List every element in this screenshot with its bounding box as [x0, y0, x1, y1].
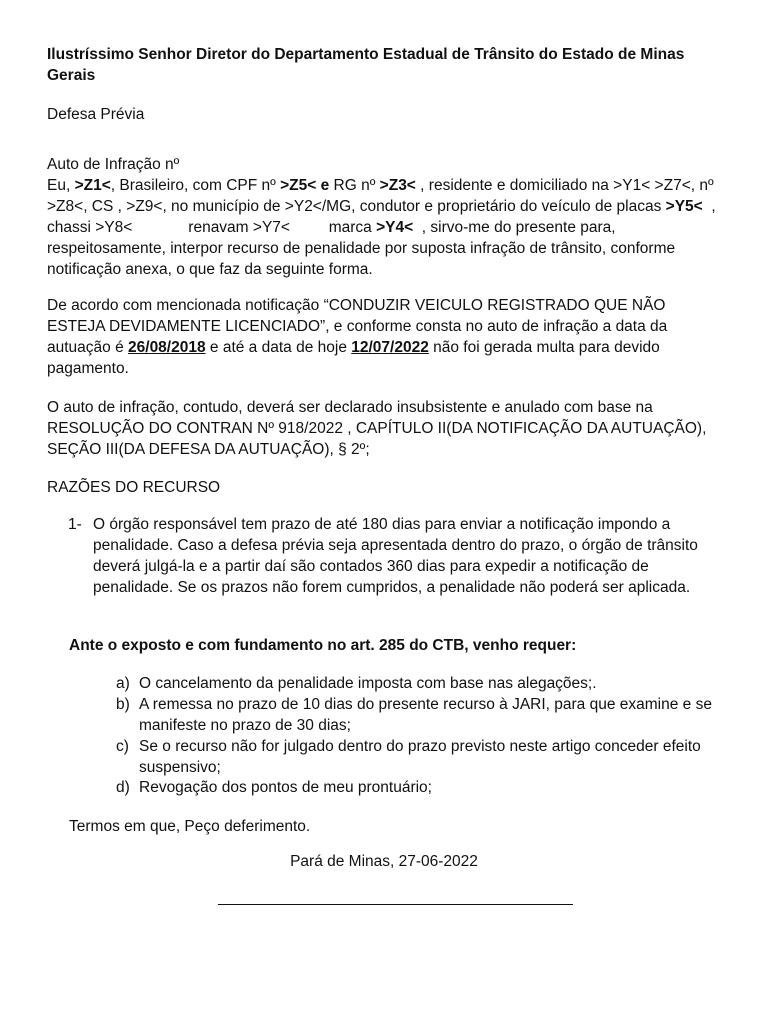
intro-text-3: RG nº — [329, 177, 380, 194]
request-item-c: Se o recurso não for julgado dentro do prazo previsto neste artigo conceder efeito suspensivo; — [139, 738, 701, 776]
closing-line: Termos em que, Peço deferimento. — [69, 818, 311, 835]
intro-text-2: , Brasileiro, com CPF nº — [110, 177, 281, 194]
notification-text-3: não foi gerada multa para devido pagamento. — [47, 339, 660, 377]
intro-paragraph — [47, 175, 727, 280]
intro-text-6: , sirvo-me do presente para, respeitosamente, interpor recurso de penalidade por suposta infração de trânsito, conforme notificação anexa, o que faz da seguinte forma. — [47, 219, 680, 278]
current-date: 12/07/2022 — [351, 339, 429, 356]
document-subject: Defesa Prévia — [47, 106, 145, 123]
auto-label: Auto de Infração nº — [47, 156, 180, 173]
legal-basis-paragraph: O auto de infração, contudo, deverá ser declarado insubsistente e anulado com base na RESOLUÇÃO DO CONTRAN Nº 918/2022 , CAPÍTULO II(DA NOTIFICAÇÃO DA AUTUAÇÃO), SEÇÃO III(DA DEFESA DA AUTUAÇÃO), § 2º; — [47, 399, 707, 458]
request-item-d: Revogação dos pontos de meu prontuário; — [139, 779, 432, 796]
reasons-title: RAZÕES DO RECURSO — [47, 479, 221, 496]
placeholder-z5: >Z5< e — [280, 177, 330, 194]
request-letter-c: c) — [116, 738, 129, 755]
intro-text-1: Eu, — [47, 177, 75, 194]
request-letter-d: d) — [116, 779, 130, 796]
infraction-date: 26/08/2018 — [128, 339, 206, 356]
placeholder-y4: >Y4< — [376, 219, 414, 236]
intro-text-5: , chassi >Y8< renavam >Y7< marca — [47, 198, 720, 236]
request-letter-a: a) — [116, 675, 130, 692]
notification-text-1: De acordo com mencionada notificação “CONDUZIR VEICULO REGISTRADO QUE NÃO ESTEJA DEVIDAMENTE LICENCIADO”, e conforme consta no auto de infração a data da autuação é — [47, 297, 668, 356]
request-item-b: A remessa no prazo de 10 dias do presente recurso à JARI, para que examine e se manifeste no prazo de 30 dias; — [139, 696, 712, 734]
notification-text-2: e até a data de hoje — [205, 339, 352, 356]
place-date: Pará de Minas, 27-06-2022 — [290, 853, 478, 870]
request-item-a: O cancelamento da penalidade imposta com base nas alegações;. — [139, 675, 597, 692]
signature-line — [218, 904, 573, 905]
placeholder-z3: >Z3< — [379, 177, 416, 194]
placeholder-z1: >Z1< — [74, 177, 111, 194]
request-title: Ante o exposto e com fundamento no art. 285 do CTB, venho requer: — [69, 637, 577, 654]
document-heading: Ilustríssimo Senhor Diretor do Departamento Estadual de Trânsito do Estado de Minas Gerais — [47, 46, 685, 84]
placeholder-y5: >Y5< — [665, 198, 703, 215]
reason-text: O órgão responsável tem prazo de até 180 dias para enviar a notificação impondo a penalidade. Caso a defesa prévia seja apresentada dentro do prazo, o órgão de trânsito deverá julgá-la e a partir daí são contados 360 dias para expedir a notificação de penalidade. Se os prazos não forem cumpridos, a penalidade não poderá ser aplicada. — [93, 516, 698, 596]
reason-number: 1- — [68, 516, 82, 533]
notification-paragraph — [47, 295, 727, 379]
intro-text-4: , residente e domiciliado na >Y1< >Z7<, nº >Z8<, CS , >Z9<, no município de >Y2</MG, condutor e proprietário do veículo de placas — [47, 177, 714, 215]
request-letter-b: b) — [116, 696, 130, 713]
